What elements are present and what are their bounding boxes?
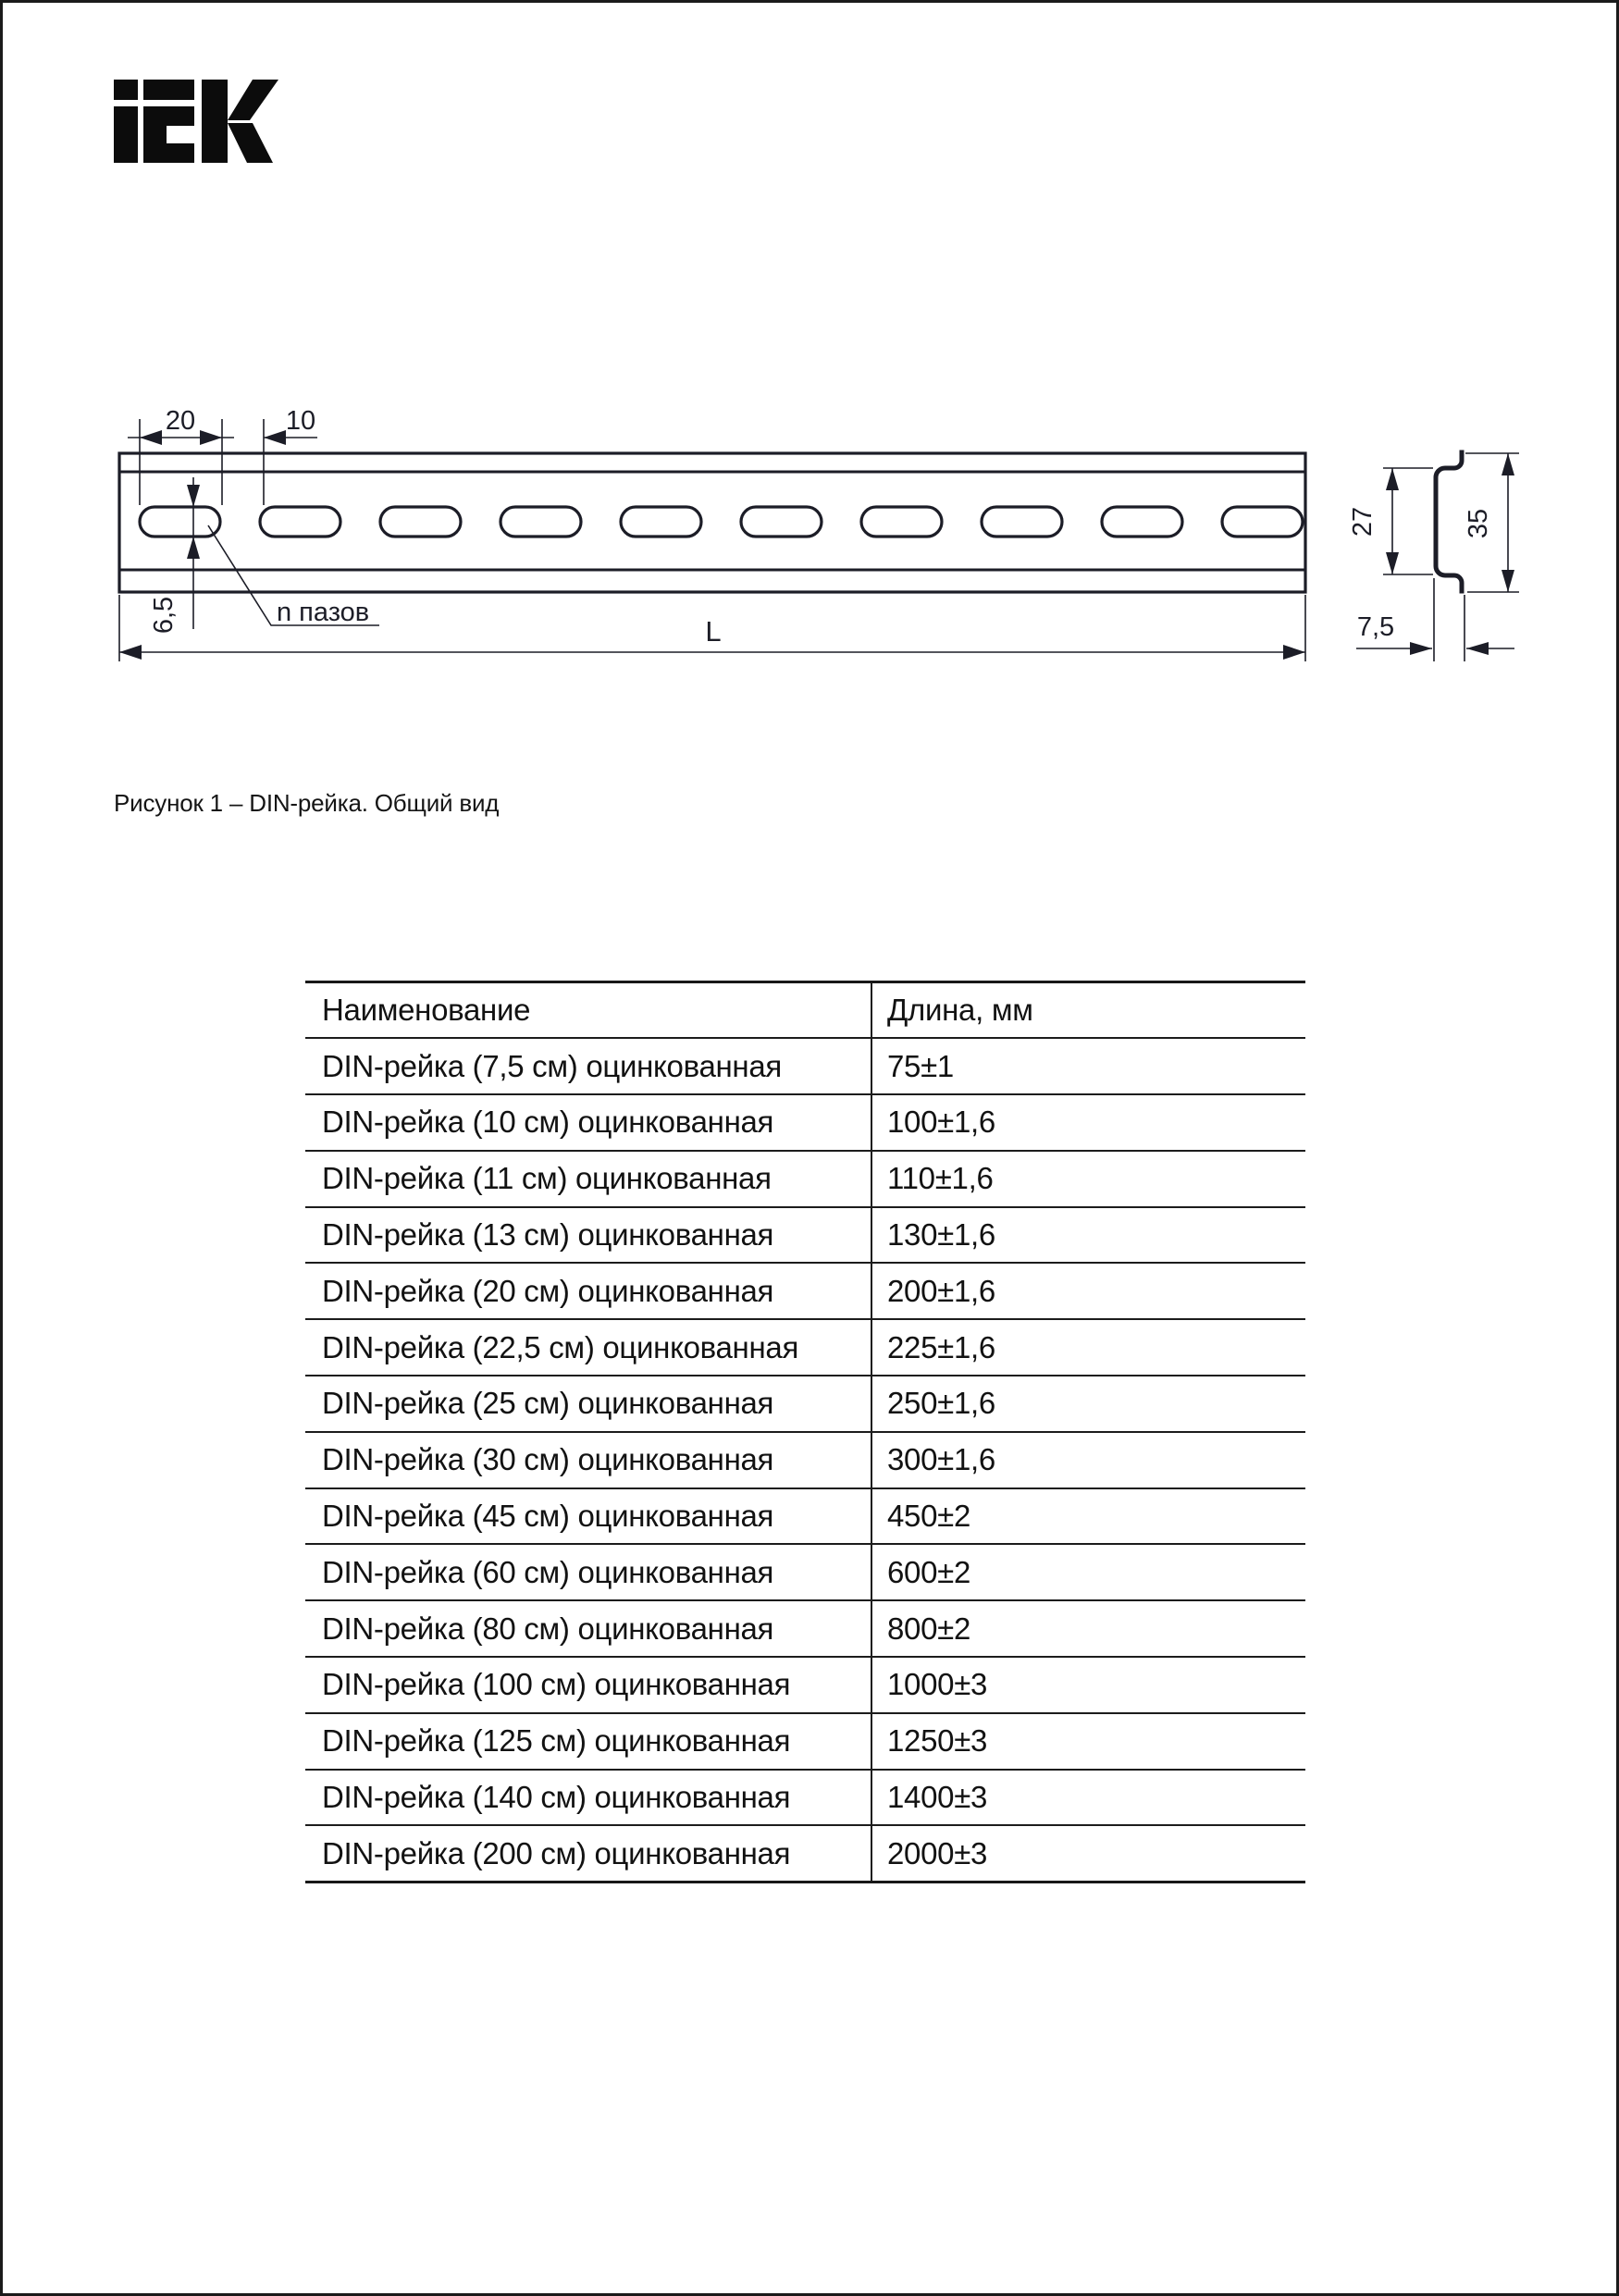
cell-name: DIN-рейка (30 см) оцинкованная	[305, 1432, 871, 1488]
cell-name: DIN-рейка (125 см) оцинкованная	[305, 1713, 871, 1770]
cell-length: 130±1,6	[871, 1207, 1305, 1264]
cell-name: DIN-рейка (200 см) оцинкованная	[305, 1825, 871, 1882]
cell-length: 1250±3	[871, 1713, 1305, 1770]
cell-name: DIN-рейка (25 см) оцинкованная	[305, 1376, 871, 1432]
cell-length: 250±1,6	[871, 1376, 1305, 1432]
cell-name: DIN-рейка (22,5 см) оцинкованная	[305, 1319, 871, 1376]
cell-length: 1000±3	[871, 1657, 1305, 1713]
table-row	[305, 1038, 1305, 1094]
dim-35-label: 35	[1464, 508, 1493, 539]
cell-length: 100±1,6	[871, 1094, 1305, 1151]
cell-length: 110±1,6	[871, 1151, 1305, 1207]
din-rail-spec-table	[305, 981, 1305, 1883]
cell-name: DIN-рейка (80 см) оцинкованная	[305, 1600, 871, 1657]
table-row	[305, 1151, 1305, 1207]
table-row	[305, 1713, 1305, 1770]
cell-name: DIN-рейка (45 см) оцинкованная	[305, 1488, 871, 1545]
slots-count-label: n пазов	[277, 598, 370, 627]
table-row	[305, 1094, 1305, 1151]
table-row	[305, 1544, 1305, 1600]
cell-length: 1400±3	[871, 1770, 1305, 1826]
din-rail-technical-drawing	[3, 3, 1619, 743]
cell-name: DIN-рейка (7,5 см) оцинкованная	[305, 1038, 871, 1094]
table-header-row	[305, 982, 1305, 1039]
cell-length: 225±1,6	[871, 1319, 1305, 1376]
table-row	[305, 1770, 1305, 1826]
table-row	[305, 1432, 1305, 1488]
cell-name: DIN-рейка (100 см) оцинкованная	[305, 1657, 871, 1713]
rail-cross-section	[1436, 452, 1462, 591]
dim-20-label: 20	[165, 406, 196, 436]
cell-length: 200±1,6	[871, 1263, 1305, 1319]
dim-10-label: 10	[285, 406, 316, 436]
column-header-name: Наименование	[305, 982, 871, 1039]
table-row	[305, 1376, 1305, 1432]
rail-front-view	[119, 453, 1305, 592]
table-row	[305, 1600, 1305, 1657]
cell-name: DIN-рейка (10 см) оцинкованная	[305, 1094, 871, 1151]
cell-length: 2000±3	[887, 1835, 988, 1870]
column-header-length: Длина, мм	[871, 982, 1305, 1039]
cell-name: DIN-рейка (60 см) оцинкованная	[305, 1544, 871, 1600]
dim-6-5-label: 6,5	[149, 596, 179, 635]
cell-name: DIN-рейка (13 см) оцинкованная	[305, 1207, 871, 1264]
table-row	[305, 1263, 1305, 1319]
figure-caption: Рисунок 1 – DIN-рейка. Общий вид	[114, 789, 500, 817]
table-row	[305, 1319, 1305, 1376]
dim-L-label: L	[705, 615, 722, 648]
cell-name: DIN-рейка (11 см) оцинкованная	[305, 1151, 871, 1207]
table-row	[305, 1488, 1305, 1545]
cell-length: 75±1	[871, 1038, 1305, 1094]
cell-name: DIN-рейка (140 см) оцинкованная	[305, 1770, 871, 1826]
cell-name: DIN-рейка (20 см) оцинкованная	[305, 1263, 871, 1319]
cell-length: 300±1,6	[871, 1432, 1305, 1488]
dimension-profile-inner-height	[1383, 468, 1433, 574]
dim-7-5-label: 7,5	[1356, 612, 1395, 642]
table-row	[305, 1207, 1305, 1264]
table-row	[305, 1825, 1305, 1882]
cell-length: 800±2	[871, 1600, 1305, 1657]
cell-length: 600±2	[871, 1544, 1305, 1600]
dim-27-label: 27	[1348, 506, 1378, 537]
cell-length: 450±2	[871, 1488, 1305, 1545]
table-row	[305, 1657, 1305, 1713]
